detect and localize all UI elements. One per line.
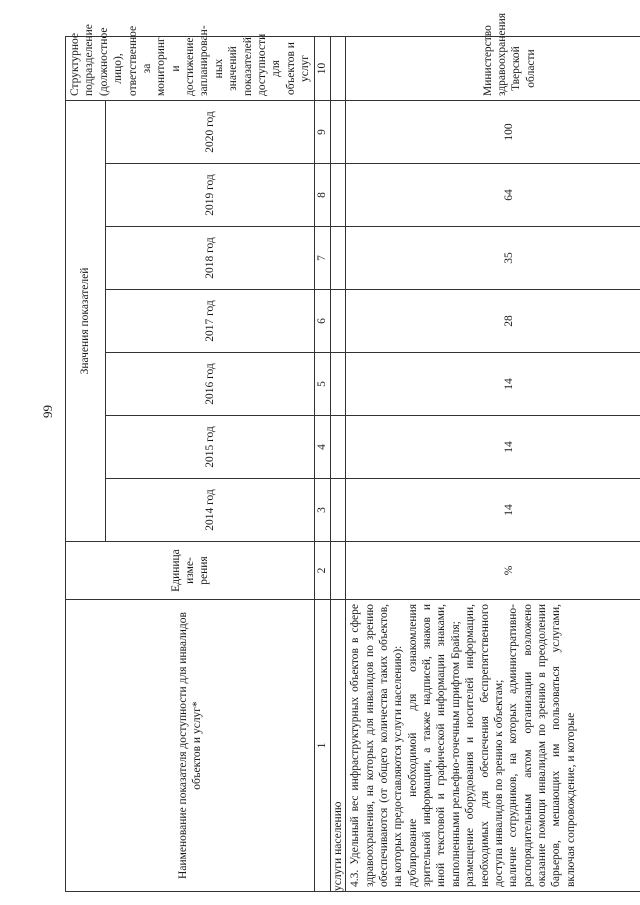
table-row (346, 37, 640, 892)
description-line: 4.3. Удельный вес инфраструктурных объектов в сфере здравоохранения, на которых для инвалидов по зрению обеспечиваются (от общего количества таких объектов, на которых предоставляются услуги населению): (349, 604, 405, 887)
column-number: 10 (315, 37, 330, 101)
description-line: наличие сотрудников, на которых административно-распорядительным актом организации возложено оказание помощи инвалидам по зрению в преодолении барьеров, мешающих им пользоваться услугами, включая сопровождение, и которые (507, 604, 577, 887)
header-year-2017: 2017 год (106, 290, 315, 353)
column-number: 8 (315, 164, 330, 227)
value-2015: 14 (346, 416, 640, 479)
value-2016: 14 (346, 353, 640, 416)
header-year-2019: 2019 год (106, 164, 315, 227)
value-2014: 14 (346, 479, 640, 542)
responsible-cell: Министерство здравоохранения Тверской области (346, 37, 640, 101)
rotated-table-wrapper (65, 12, 585, 892)
header-indicator-name: Наименование показателя доступности для инвалидов объектов и услуг* (66, 600, 315, 892)
unit-cell: % (346, 542, 640, 600)
value-2018: 35 (346, 227, 640, 290)
description-line: дублирование необходимой для ознакомления зрительной информации, а также надписей, знаков и иной текстовой и графической информации знаками, выполненными рельефно-точечным шрифтом Брайля; (406, 604, 462, 887)
indicator-description (346, 600, 640, 892)
header-year-2016: 2016 год (106, 353, 315, 416)
indicators-table (65, 12, 640, 892)
description-line: размещение оборудования и носителей информации, необходимых для обеспечения беспрепятственного доступа инвалидов по зрению к объектам; (464, 604, 505, 887)
value-2020: 100 (346, 101, 640, 164)
header-year-2018: 2018 год (106, 227, 315, 290)
continuation-text: услуги населению (330, 600, 345, 892)
header-year-2020: 2020 год (106, 101, 315, 164)
column-number: 9 (315, 101, 330, 164)
page-number: 99 (40, 405, 55, 418)
column-number: 4 (315, 416, 330, 479)
header-values-group: Значения показателей (66, 101, 106, 542)
column-number: 5 (315, 353, 330, 416)
header-unit: Единица изме-рения (66, 542, 315, 600)
value-2019: 64 (346, 164, 640, 227)
column-number: 6 (315, 290, 330, 353)
column-number: 1 (315, 600, 330, 892)
table-row-continuation (330, 37, 345, 892)
header-year-2015: 2015 год (106, 416, 315, 479)
value-2017: 28 (346, 290, 640, 353)
column-number: 3 (315, 479, 330, 542)
column-number: 7 (315, 227, 330, 290)
column-number-row (315, 37, 330, 892)
header-year-2014: 2014 год (106, 479, 315, 542)
header-responsible: Структурное подразделение (должностное лицо), ответственное за мониторинг и достижение запланирован-ных значений показателей доступности для объектов и услуг (66, 37, 315, 101)
column-number: 2 (315, 542, 330, 600)
